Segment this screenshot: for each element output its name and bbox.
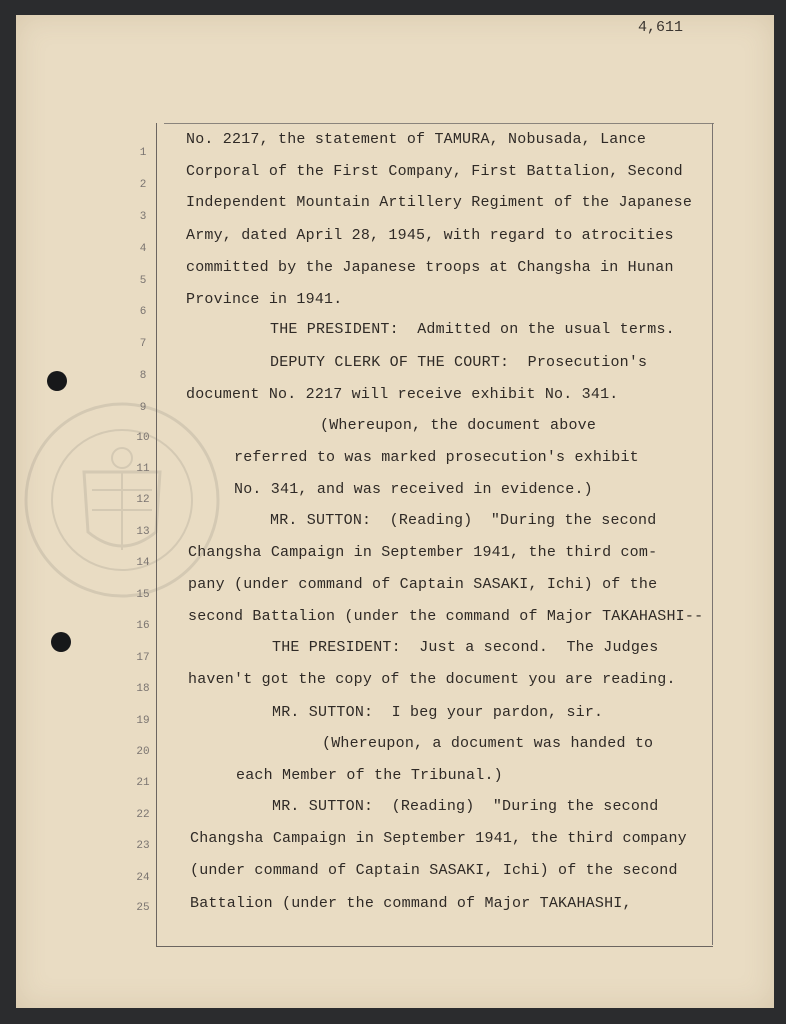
line-number: 11: [136, 463, 150, 475]
transcript-line: Independent Mountain Artillery Regiment of the Japanese: [186, 194, 693, 211]
line-number: 7: [139, 338, 147, 350]
transcript-line: Changsha Campaign in September 1941, the third com-: [188, 544, 658, 561]
line-number: 25: [136, 902, 150, 914]
line-number: 2: [139, 179, 147, 191]
line-number: 14: [136, 557, 150, 569]
transcript-line: Corporal of the First Company, First Battalion, Second: [186, 163, 683, 180]
transcript-line: Battalion (under the command of Major TAKAHASHI,: [190, 895, 632, 912]
transcript-line: MR. SUTTON: (Reading) "During the second: [270, 512, 657, 529]
transcript-line: (Whereupon, the document above: [320, 417, 597, 434]
line-number: 22: [136, 809, 150, 821]
line-number: 12: [136, 494, 150, 506]
transcript-line: (under command of Captain SASAKI, Ichi) of the second: [190, 862, 678, 879]
transcript-frame: [156, 123, 713, 947]
frame-top-rule: [164, 123, 714, 124]
line-number: 24: [136, 872, 150, 884]
transcript-line: DEPUTY CLERK OF THE COURT: Prosecution's: [270, 354, 648, 371]
transcript-line: second Battalion (under the command of Major TAKAHASHI--: [188, 608, 704, 625]
transcript-line: document No. 2217 will receive exhibit No. 341.: [186, 386, 619, 403]
line-number: 18: [136, 683, 150, 695]
line-number: 1: [139, 147, 147, 159]
transcript-line: THE PRESIDENT: Just a second. The Judges: [272, 639, 659, 656]
transcript-line: Province in 1941.: [186, 291, 343, 308]
transcript-line: MR. SUTTON: (Reading) "During the second: [272, 798, 659, 815]
line-number: 8: [139, 370, 147, 382]
line-number: 4: [139, 243, 147, 255]
punch-hole-top: [47, 371, 67, 391]
transcript-line: Changsha Campaign in September 1941, the third company: [190, 830, 687, 847]
line-number: 17: [136, 652, 150, 664]
transcript-line: referred to was marked prosecution's exhibit: [234, 449, 639, 466]
line-number: 15: [136, 589, 150, 601]
line-number: 6: [139, 306, 147, 318]
transcript-line: No. 2217, the statement of TAMURA, Nobusada, Lance: [186, 131, 647, 148]
line-number: 23: [136, 840, 150, 852]
transcript-line: haven't got the copy of the document you are reading.: [188, 671, 676, 688]
transcript-line: MR. SUTTON: I beg your pardon, sir.: [272, 704, 604, 721]
line-number: 10: [136, 432, 150, 444]
line-number: 21: [136, 777, 150, 789]
library-seal-watermark: [22, 400, 222, 600]
punch-hole-bottom: [51, 632, 71, 652]
line-number: 20: [136, 746, 150, 758]
transcript-line: committed by the Japanese troops at Changsha in Hunan: [186, 259, 674, 276]
transcript-line: pany (under command of Captain SASAKI, Ichi) of the: [188, 576, 658, 593]
line-number: 9: [139, 402, 147, 414]
line-number: 3: [139, 211, 147, 223]
line-number: 5: [139, 275, 147, 287]
transcript-line: each Member of the Tribunal.): [236, 767, 503, 784]
page-number: 4,611: [638, 19, 684, 36]
transcript-line: Army, dated April 28, 1945, with regard to atrocities: [186, 227, 674, 244]
line-number: 19: [136, 715, 150, 727]
transcript-line: No. 341, and was received in evidence.): [234, 481, 593, 498]
line-number: 16: [136, 620, 150, 632]
frame-right-rule: [712, 123, 713, 945]
line-number: 13: [136, 526, 150, 538]
transcript-line: (Whereupon, a document was handed to: [322, 735, 654, 752]
transcript-line: THE PRESIDENT: Admitted on the usual terms.: [270, 321, 675, 338]
